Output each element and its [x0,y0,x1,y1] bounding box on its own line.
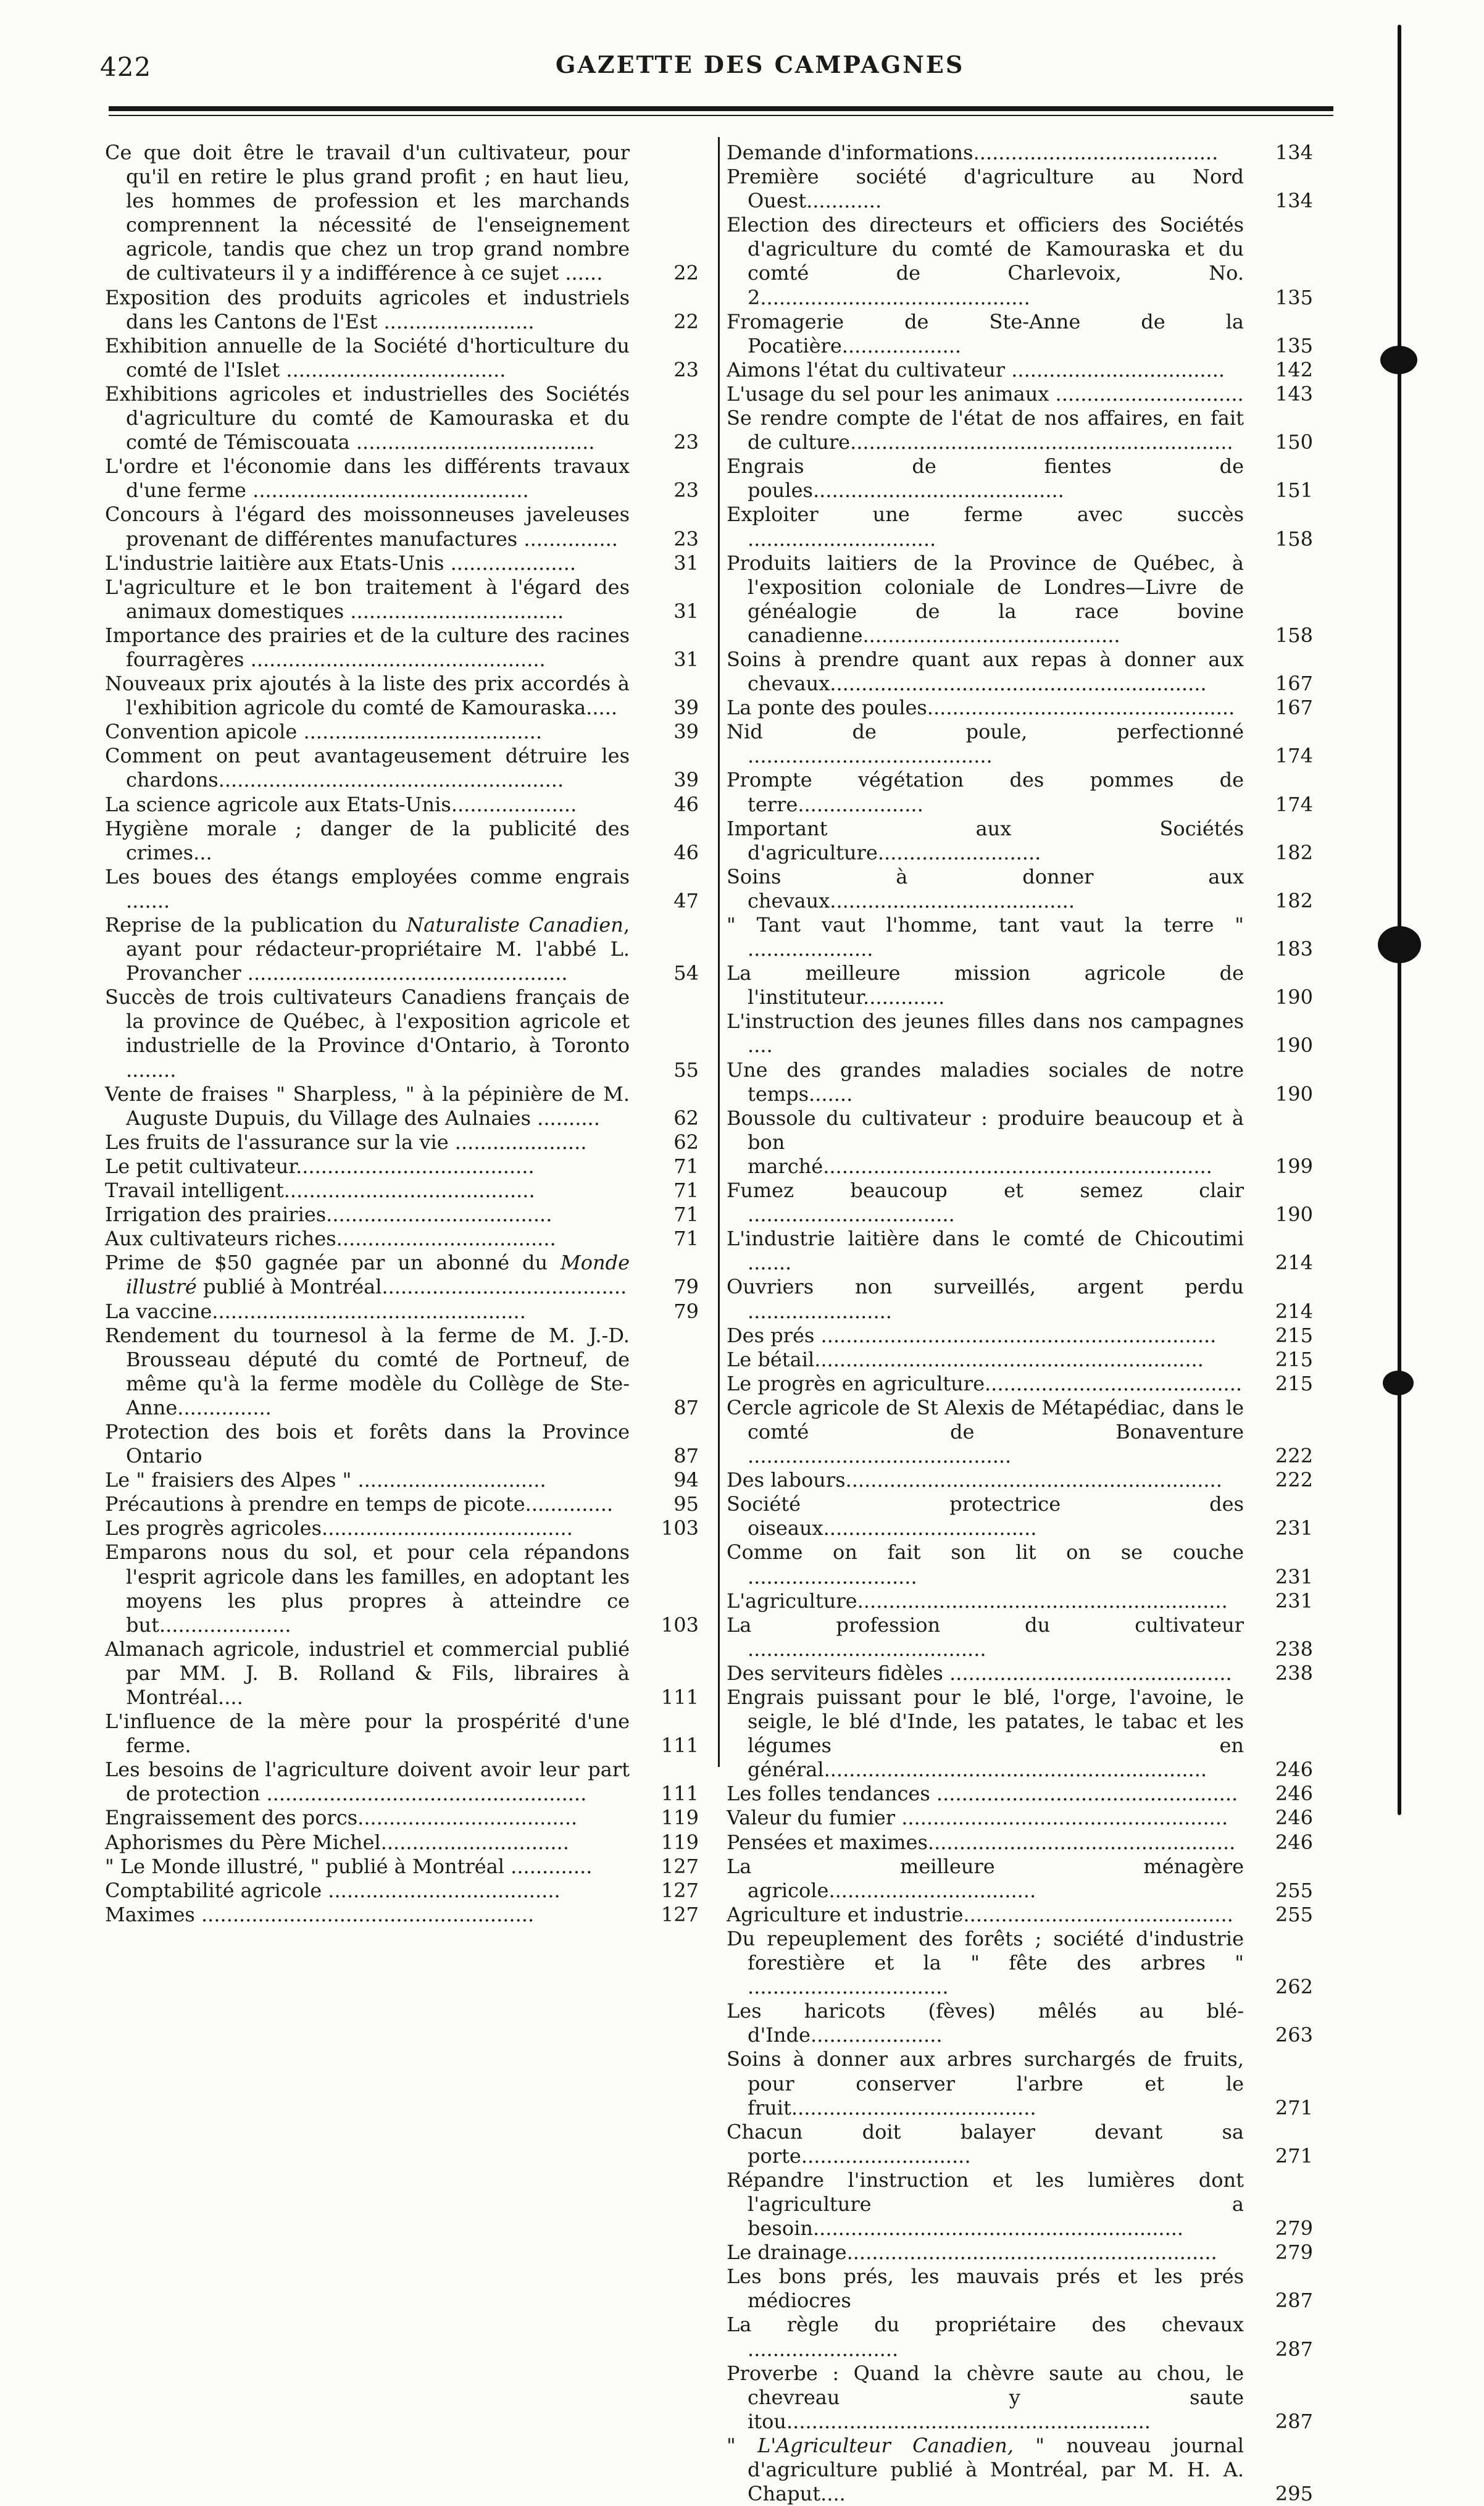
toc-entry [105,720,699,744]
toc-entry-page: 31 [673,647,699,671]
toc-entry-page: 167 [1275,696,1313,720]
toc-entry [105,1492,699,1516]
toc-entry-title: La meilleure mission agricole de l'instituteur............. [727,961,1244,1009]
toc-entry-page: 71 [673,1227,699,1251]
toc-entry-page: 158 [1275,623,1313,647]
toc-entry [105,1540,699,1637]
toc-entry [105,817,699,865]
toc-entry-page: 71 [673,1154,699,1178]
toc-entry-page: 255 [1275,1902,1313,1926]
toc-entry-title: Irrigation des prairies.................................... [105,1203,552,1227]
toc-entry-title: " Le Monde illustré, " publié à Montréal ............. [105,1854,593,1878]
toc-entry-page: 79 [673,1299,699,1323]
toc-entry-title: Soins à donner aux chevaux....................................... [727,864,1244,913]
ink-blot [1378,926,1421,963]
toc-entry-page: 22 [673,309,699,333]
toc-entry-title: Agriculture et industrie........................................... [727,1902,1233,1926]
toc-entry [727,551,1313,648]
toc-entry-title: Soins à donner aux arbres surchargés de fruits, pour conserver l'arbre et le fruit....................................... [727,2047,1244,2120]
toc-entry-page: 95 [673,1492,699,1516]
toc-entry [727,382,1313,406]
toc-entry-title: Prompte végétation des pommes de terre.................... [727,768,1244,816]
toc-entry-title: Election des directeurs et officiers des Sociétés d'agriculture du comté de Kamouraska et du comté de Charlevoix, No. 2........................................... [727,213,1244,309]
toc-entry-title: Travail intelligent........................................ [105,1179,535,1203]
toc-entry [727,1613,1313,1661]
toc-entry-page: 62 [673,1130,699,1154]
toc-entry-title: Produits laitiers de la Province de Québec, à l'exposition coloniale de Londres—Livre de généalogie de la race bovine canadienne......................................... [727,551,1244,647]
toc-entry [727,1855,1313,1903]
toc-entry-title: La règle du propriétaire des chevaux ........................ [727,2313,1244,2361]
toc-entry [105,334,699,382]
toc-entry-title: Exposition des produits agricoles et industriels dans les Cantons de l'Est ........................ [105,285,630,333]
toc-entry-title: Fromagerie de Ste-Anne de la Pocatière................... [727,309,1244,357]
toc-entry-title: La profession du cultivateur ...................................... [727,1613,1244,1661]
toc-entry [727,2120,1313,2168]
toc-entry [105,575,699,624]
toc-entry [105,1130,699,1155]
toc-entry-page: 246 [1275,1830,1313,1854]
toc-entry [105,1831,699,1855]
toc-entry-title: Almanach agricole, industriel et commercial publié par MM. J. B. Rolland & Fils, libraires à Montréal.... [105,1637,630,1709]
toc-entry [727,1806,1313,1830]
toc-entry-title: Se rendre compte de l'état de nos affaires, en fait de culture............................................................. [727,406,1244,454]
toc-entry-page: 31 [673,551,699,575]
toc-entry [727,768,1313,816]
toc-entry [105,141,699,286]
toc-entry [105,286,699,334]
toc-entry-title: Le drainage........................................................... [727,2241,1217,2265]
toc-entry [105,1855,699,1879]
toc-entry [105,1155,699,1179]
toc-entry [727,696,1313,720]
toc-entry [727,213,1313,309]
toc-entry [727,1009,1313,1058]
binding-edge [1398,25,1401,1815]
toc-entry-title: Les folles tendances ................................................ [727,1782,1238,1806]
toc-entry-page: 158 [1275,527,1313,551]
toc-entry-page: 214 [1275,1299,1313,1323]
toc-entry-title: Pensées et maximes................................................. [727,1830,1236,1854]
ink-blot [1383,1371,1414,1395]
toc-entry-page: 39 [673,720,699,744]
toc-entry-page: 287 [1275,2289,1313,2313]
toc-entry [105,1903,699,1927]
toc-entry-page: 23 [673,430,699,454]
toc-entry-title: Nid de poule, perfectionné ....................................... [727,720,1244,768]
toc-entry-title: Comment on peut avantageusement détruire les chardons....................................................... [105,744,630,792]
toc-entry-page: 231 [1275,1516,1313,1540]
toc-entry-page: 231 [1275,1589,1313,1613]
toc-entry-page: 87 [673,1444,699,1468]
toc-entry-title: La science agricole aux Etats-Unis.................... [105,792,577,816]
toc-entry-page: 47 [673,888,699,913]
toc-entry [105,1516,699,1540]
toc-entry-page: 263 [1275,2023,1313,2047]
toc-entry-title: Concours à l'égard des moissonneuses javeleuses provenant de différentes manufactures ............... [105,503,630,551]
toc-entry-page: 190 [1275,1082,1313,1106]
toc-entry-page: 279 [1275,2241,1313,2265]
toc-entry-title: Des prés ............................................................... [727,1323,1217,1347]
toc-entry [105,1300,699,1324]
toc-entry-page: 127 [661,1878,699,1902]
toc-entry [105,1227,699,1251]
toc-entry [727,2313,1313,2361]
toc-entry-page: 46 [673,792,699,816]
toc-entry-title: Prime de $50 gagnée par un abonné du Monde illustré publié à Montréal....................................... [105,1251,630,1299]
toc-entry-title: Le " fraisiers des Alpes " .............................. [105,1468,546,1492]
toc-entry [105,793,699,817]
toc-entry-title: Aimons l'état du cultivateur .................................. [727,357,1225,382]
toc-entry-page: 23 [673,527,699,551]
toc-entry-title: Les boues des étangs employées comme engrais ....... [105,864,630,913]
toc-entry-page: 143 [1275,382,1313,406]
toc-entry-page: 150 [1275,430,1313,454]
toc-entry-title: Fumez beaucoup et semez clair ................................. [727,1179,1244,1227]
toc-entry-title: Convention apicole ...................................... [105,720,542,744]
toc-entry-title: Nouveaux prix ajoutés à la liste des prix accordés à l'exhibition agricole du comté de Kamouraska..... [105,672,630,720]
toc-entry-title: Des serviteurs fidèles ............................................. [727,1661,1232,1685]
toc-entry-title: Ce que doit être le travail d'un cultivateur, pour qu'il en retire le plus grand profit ; en haut lieu, les hommes de profession et les marchands comprennent la nécessité de l'enseignement agricole, tandis que chez un trop grand nombre de cultivateurs il y a indifférence à ce sujet ...... [105,141,630,285]
toc-entry [105,624,699,672]
toc-entry-page: 22 [673,261,699,285]
toc-entry-title: Exploiter une ferme avec succès .............................. [727,503,1244,551]
toc-entry-page: 190 [1275,1034,1313,1058]
toc-entry [727,648,1313,696]
toc-entry [727,817,1313,865]
header-rule-thin [109,115,1333,116]
toc-entry-title: Les progrès agricoles........................................ [105,1516,573,1540]
toc-entry-title: L'ordre et l'économie dans les différents travaux d'une ferme ............................................ [105,454,630,503]
toc-entry-page: 222 [1275,1444,1313,1468]
toc-entry-page: 39 [673,768,699,792]
toc-entry [727,1589,1313,1613]
toc-entry [727,165,1313,213]
toc-entry-title: Maximes ..................................................... [105,1902,535,1926]
toc-entry-page: 271 [1275,2095,1313,2120]
toc-entry-title: Les fruits de l'assurance sur la vie ..................... [105,1130,587,1154]
toc-entry-page: 103 [661,1613,699,1637]
toc-entry [727,1324,1313,1348]
toc-entry-page: 127 [661,1902,699,1926]
toc-entry-title: Soins à prendre quant aux repas à donner aux chevaux............................................................ [727,647,1244,696]
toc-entry-title: Reprise de la publication du Naturaliste Canadien, ayant pour rédacteur-propriétaire M. l'abbé L. Provancher ................................................... [105,913,630,985]
toc-entry-title: Boussole du cultivateur : produire beaucoup et à bon marché.............................................................. [727,1106,1244,1178]
toc-entry-title: Proverbe : Quand la chèvre saute au chou, le chevreau y saute itou.......................................................... [727,2361,1244,2433]
toc-entry [105,1324,699,1420]
toc-entry [105,1203,699,1227]
toc-entry-title: Du repeuplement des forêts ; société d'industrie forestière et la " fête des arbres " ................................ [727,1926,1244,1999]
toc-entry-page: 183 [1275,937,1313,961]
toc-entry-page: 199 [1275,1154,1313,1178]
toc-entry-page: 182 [1275,888,1313,913]
toc-entry [105,672,699,720]
toc-entry-title: L'instruction des jeunes filles dans nos campagnes .... [727,1009,1244,1058]
toc-entry-title: L'usage du sel pour les animaux .............................. [727,382,1244,406]
toc-entry-page: 111 [661,1685,699,1709]
toc-entry-title: Importance des prairies et de la culture des racines fourragères ............................................... [105,623,630,671]
toc-entry-page: 111 [661,1734,699,1758]
toc-entry-page: 151 [1275,478,1313,503]
toc-entry [105,1806,699,1830]
toc-entry [727,961,1313,1009]
toc-entry-page: 142 [1275,357,1313,382]
toc-entry-title: Répandre l'instruction et les lumières dont l'agriculture a besoin........................................................... [727,2168,1244,2241]
toc-entry-page: 119 [661,1806,699,1830]
toc-entry-page: 87 [673,1395,699,1419]
toc-entry-title: Aphorismes du Père Michel.............................. [105,1830,569,1854]
toc-entry-page: 135 [1275,333,1313,357]
toc-entry [727,141,1313,165]
toc-entry-page: 222 [1275,1468,1313,1492]
toc-entry-page: 119 [661,1830,699,1854]
toc-entry [727,2362,1313,2434]
toc-entry [727,1540,1313,1589]
toc-entry-title: Protection des bois et forêts dans la Province Ontario [105,1419,630,1468]
toc-entry-page: 79 [673,1275,699,1299]
toc-entry [105,1710,699,1758]
toc-entry [727,310,1313,358]
toc-entry-title: Première société d'agriculture au Nord Ouest............ [727,165,1244,213]
toc-entry-title: L'industrie laitière dans le comté de Chicoutimi ....... [727,1227,1244,1275]
toc-entry [727,1661,1313,1685]
toc-entry-page: 134 [1275,189,1313,213]
toc-entry-page: 190 [1275,985,1313,1009]
toc-entry-title: " L'Agriculteur Canadien, " nouveau journal d'agriculture publié à Montréal, par M. H. A. Chaput.... [727,2433,1244,2506]
toc-entry-title: La ponte des poules................................................. [727,696,1235,720]
toc-entry-page: 62 [673,1106,699,1130]
toc-entry [727,913,1313,961]
right-column [727,141,1313,2506]
toc-entry [105,551,699,575]
toc-entry [727,358,1313,382]
toc-entry-title: Important aux Sociétés d'agriculture.......................... [727,816,1244,864]
toc-entry-page: 238 [1275,1661,1313,1685]
toc-entry-title: Comme on fait son lit on se couche ........................... [727,1540,1244,1589]
toc-entry-title: Aux cultivateurs riches................................... [105,1227,556,1251]
toc-entry-page: 46 [673,840,699,864]
toc-entry-page: 23 [673,357,699,382]
toc-entry-title: Cercle agricole de St Alexis de Métapédiac, dans le comté de Bonaventure .......................................... [727,1395,1244,1468]
toc-entry-page: 94 [673,1468,699,1492]
toc-entry-title: Précautions à prendre en temps de picote.............. [105,1492,614,1516]
toc-entry-page: 39 [673,696,699,720]
toc-entry-title: La vaccine.................................................. [105,1299,526,1323]
toc-entry [727,1903,1313,1927]
toc-entry [105,1251,699,1299]
toc-entry-page: 23 [673,478,699,503]
toc-entry [105,382,699,454]
toc-entry-title: Le petit cultivateur...................................... [105,1154,535,1178]
toc-entry-page: 215 [1275,1371,1313,1395]
toc-entry [727,1106,1313,1179]
toc-entry-page: 231 [1275,1564,1313,1589]
toc-entry [727,1179,1313,1227]
toc-entry-page: 135 [1275,285,1313,309]
toc-entry-page: 246 [1275,1758,1313,1782]
toc-entry-page: 215 [1275,1347,1313,1371]
toc-entry-title: Vente de fraises " Sharpless, " à la pépinière de M. Auguste Dupuis, du Village des Aulnaies .......... [105,1082,630,1130]
toc-entry-page: 238 [1275,1637,1313,1661]
toc-entry-title: Le bétail.............................................................. [727,1347,1204,1371]
toc-entry [105,913,699,985]
toc-entry [727,1275,1313,1323]
toc-entry-page: 271 [1275,2144,1313,2168]
toc-entry [727,1227,1313,1275]
column-divider [718,137,720,1767]
toc-entry-title: Rendement du tournesol à la ferme de M. J.-D. Brousseau député du comté de Portneuf, de même qu'à la ferme modèle du Collège de Ste-Anne............... [105,1323,630,1419]
toc-entry-title: L'industrie laitière aux Etats-Unis .................... [105,551,577,575]
toc-entry-title: Comptabilité agricole ..................................... [105,1878,561,1902]
toc-entry [727,1348,1313,1372]
toc-entry [727,503,1313,551]
toc-entry-title: Emparons nous du sol, et pour cela répandons l'esprit agricole dans les familles, en adoptant les moyens les plus propres à atteindre ce but..................... [105,1540,630,1637]
toc-entry-title: Valeur du fumier .................................................... [727,1806,1228,1830]
toc-entry [727,1927,1313,1999]
toc-entry-page: 246 [1275,1806,1313,1830]
toc-entry-page: 255 [1275,1878,1313,1902]
toc-entry-page: 174 [1275,792,1313,816]
toc-entry-page: 31 [673,599,699,623]
toc-entry [727,2265,1313,2313]
page-number: 422 [100,52,152,82]
toc-entry [727,2434,1313,2506]
left-column [105,141,699,1927]
toc-entry [727,406,1313,454]
toc-entry-title: Chacun doit balayer devant sa porte........................... [727,2120,1244,2168]
toc-entry-page: 190 [1275,1203,1313,1227]
toc-entry-page: 295 [1275,2482,1313,2506]
toc-entry [105,1420,699,1468]
toc-entry-title: Le progrès en agriculture......................................... [727,1371,1243,1395]
toc-entry-page: 111 [661,1782,699,1806]
toc-entry [727,1831,1313,1855]
toc-entry [727,1468,1313,1492]
toc-entry [727,1396,1313,1468]
toc-entry-title: Engraissement des porcs................................... [105,1806,578,1830]
toc-entry-title: Hygiène morale ; danger de la publicité des crimes... [105,816,630,864]
toc-entry-page: 279 [1275,2216,1313,2241]
toc-entry [727,454,1313,503]
toc-entry-title: Succès de trois cultivateurs Canadiens français de la province de Québec, à l'exposition agricole et industrielle de la Province d'Ontario, à Toronto ........ [105,985,630,1082]
toc-entry [727,2047,1313,2120]
toc-entry [105,1179,699,1203]
toc-entry-page: 214 [1275,1251,1313,1275]
toc-entry-title: Les besoins de l'agriculture doivent avoir leur part de protection ................................................... [105,1758,630,1806]
toc-entry [105,1468,699,1492]
toc-entry-page: 103 [661,1516,699,1540]
toc-entry-page: 262 [1275,1975,1313,1999]
toc-entry [105,744,699,792]
toc-entry-title: L'agriculture et le bon traitement à l'égard des animaux domestiques .................................. [105,575,630,623]
header-rule [109,106,1333,111]
toc-entry-page: 71 [673,1203,699,1227]
toc-entry-title: L'influence de la mère pour la prospérité d'une ferme. [105,1710,630,1758]
toc-entry-title: L'agriculture........................................................... [727,1589,1228,1613]
toc-entry-page: 182 [1275,840,1313,864]
toc-entry [105,985,699,1082]
toc-entry [727,1782,1313,1806]
toc-entry-page: 167 [1275,672,1313,696]
toc-entry [105,865,699,913]
toc-entry [105,1879,699,1903]
toc-entry-title: Les haricots (fèves) mêlés au blé-d'Inde..................... [727,1999,1244,2047]
toc-entry-title: Engrais de fientes de poules........................................ [727,454,1244,503]
toc-entry [105,503,699,551]
toc-entry-title: Engrais puissant pour le blé, l'orge, l'avoine, le seigle, le blé d'Inde, les patates, le tabac et les légumes en général............................................................. [727,1685,1244,1782]
toc-entry-page: 215 [1275,1323,1313,1347]
ink-blot [1380,346,1417,374]
toc-entry [727,2168,1313,2241]
toc-entry-title: La meilleure ménagère agricole................................. [727,1854,1244,1902]
toc-entry-title: " Tant vaut l'homme, tant vaut la terre " .................... [727,913,1244,961]
toc-entry [105,454,699,503]
toc-entry [727,1685,1313,1782]
toc-entry [727,865,1313,913]
toc-entry-page: 55 [673,1058,699,1082]
toc-entry [105,1637,699,1710]
toc-entry-title: Exhibition annuelle de la Société d'horticulture du comté de l'Islet ................................... [105,333,630,382]
toc-entry-page: 287 [1275,2409,1313,2433]
toc-entry-title: Ouvriers non surveillés, argent perdu ....................... [727,1275,1244,1323]
running-title: GAZETTE DES CAMPAGNES [556,51,965,78]
toc-entry [727,1999,1313,2047]
toc-entry-page: 134 [1275,141,1313,164]
toc-entry [727,2241,1313,2265]
toc-entry [727,1372,1313,1396]
toc-entry-page: 71 [673,1179,699,1203]
toc-entry-title: Exhibitions agricoles et industrielles des Sociétés d'agriculture du comté de Kamouraska et du comté de Témiscouata ...................................... [105,382,630,454]
toc-entry [105,1758,699,1806]
toc-entry-title: Une des grandes maladies sociales de notre temps....... [727,1058,1244,1106]
toc-entry-page: 246 [1275,1782,1313,1806]
toc-entry-page: 287 [1275,2337,1313,2361]
toc-entry [105,1082,699,1130]
toc-entry [727,720,1313,768]
toc-entry-title: Des labours............................................................ [727,1468,1222,1492]
toc-entry-page: 174 [1275,744,1313,768]
toc-entry-title: Société protectrice des oiseaux.................................. [727,1492,1244,1540]
toc-entry-title: Les bons prés, les mauvais prés et les prés médiocres [727,2265,1244,2313]
toc-entry-page: 127 [661,1854,699,1878]
toc-entry [727,1492,1313,1540]
toc-entry-page: 54 [673,961,699,985]
toc-entry [727,1058,1313,1106]
toc-entry-title: Demande d'informations....................................... [727,141,1219,164]
